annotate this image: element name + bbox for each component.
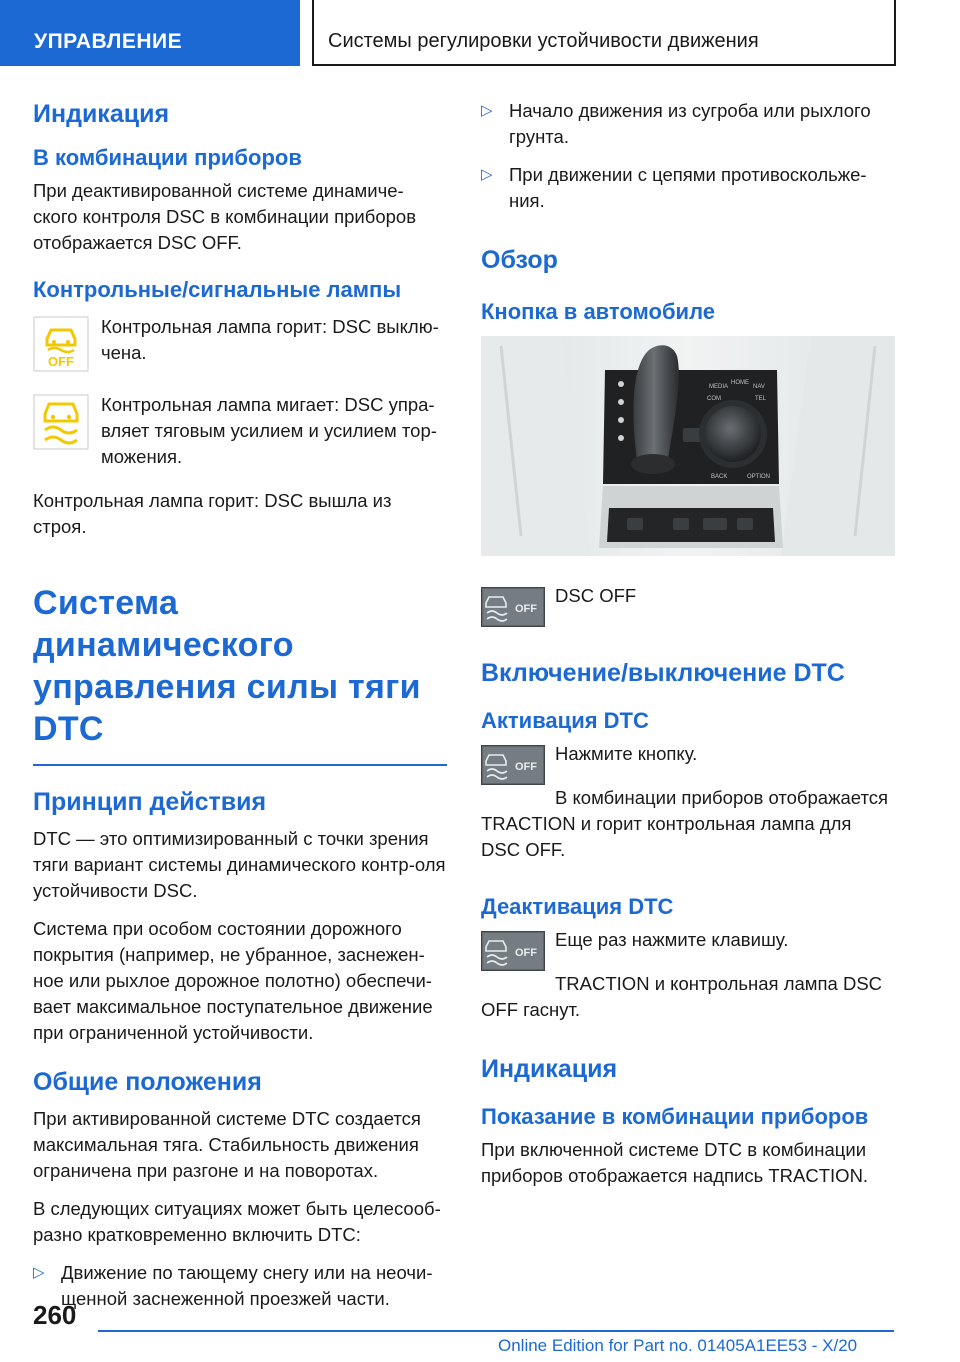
heading-indication: Индикация [33, 100, 170, 128]
bullet-item [481, 98, 895, 162]
dsc-off-label: DSC OFF [555, 585, 637, 606]
heading-overview: Обзор [481, 246, 558, 274]
svg-text:MEDIA: MEDIA [709, 384, 729, 390]
footer-rule [98, 1330, 894, 1332]
heading-display: Показание в комбинации приборов [481, 1104, 869, 1129]
svg-text:COM: COM [707, 396, 721, 402]
paragraph-fault: Контрольная лампа горит: DSC вышла из строя. [33, 490, 392, 537]
paragraph-cluster: При деактивированной системе динамиче-ского контроля DSC в комбинации приборов отображается DSC OFF. [33, 180, 417, 253]
svg-text:OFF: OFF [48, 354, 74, 369]
dsc-off-button-icon [481, 587, 545, 627]
dsc-off-lamp-icon [33, 316, 89, 372]
heading-dtc: Система динамического управления силы тяги DTC [33, 584, 421, 748]
paragraph-display: При включенной системе DTC в комбинации приборов отображается надпись TRACTION. [481, 1139, 869, 1186]
heading-rule [33, 764, 447, 766]
triangle-bullet-icon: ▷ [481, 102, 493, 119]
triangle-bullet-icon: ▷ [481, 166, 493, 183]
indicator-row-dsc [33, 392, 447, 478]
dsc-off-row [481, 583, 895, 627]
lamp1-text: Контрольная лампа горит: DSC выклю-чена. [101, 316, 439, 363]
activate-step2: В комбинации приборов отображается TRACTION и горит контрольная лампа для DSC OFF. [481, 787, 888, 860]
deactivate-row [481, 927, 895, 971]
svg-text:OFF: OFF [515, 761, 537, 773]
activate-step1: Нажмите кнопку. [555, 743, 698, 764]
page-number: 260 [33, 1300, 77, 1330]
svg-text:OPTION: OPTION [747, 474, 771, 480]
edition-note: Online Edition for Part no. 01405A1EE53 - X/20 [498, 1336, 858, 1355]
svg-text:OFF: OFF [515, 947, 537, 959]
svg-text:HOME: HOME [731, 380, 749, 386]
dsc-lamp-icon [33, 394, 89, 450]
heading-lamps: Контрольные/сигнальные лампы [33, 277, 402, 302]
heading-general: Общие положения [33, 1068, 262, 1096]
bullet-item [481, 162, 895, 226]
activate-row [481, 741, 895, 785]
svg-text:OFF: OFF [515, 603, 537, 615]
deactivate-step1: Еще раз нажмите клавишу. [555, 929, 789, 950]
section-tab: УПРАВЛЕНИЕ [0, 0, 300, 66]
heading-onoff: Включение/выключение DTC [481, 659, 845, 687]
heading-deactivate: Деактивация DTC [481, 894, 674, 919]
bullet-text: Начало движения из сугроба или рыхлого грунта. [509, 100, 871, 147]
heading-cluster: В комбинации приборов [33, 145, 302, 170]
triangle-bullet-icon: ▷ [33, 1264, 45, 1281]
left-column [33, 98, 447, 1324]
deactivate-step2: TRACTION и контрольная лампа DSC OFF гаснут. [481, 973, 883, 1020]
heading-principle: Принцип действия [33, 788, 267, 816]
svg-text:TEL: TEL [755, 396, 767, 402]
svg-text:NAV: NAV [753, 384, 765, 390]
center-console-photo [481, 336, 895, 556]
heading-indication2: Индикация [481, 1055, 618, 1083]
paragraph-principle1: DTC — это оптимизированный с точки зрения тяги вариант системы динамического контр-оля устойчивости DSC. [33, 828, 446, 901]
paragraph-general1: При активированной системе DTC создается максимальная тяга. Стабильность движения ограничена при разгоне и на поворотах. [33, 1108, 421, 1181]
indicator-row-off [33, 314, 447, 374]
bullet-item [33, 1260, 447, 1324]
lamp2-text: Контрольная лампа мигает: DSC упра-вляет тяговым усилием и усилием тор-можения. [101, 394, 437, 467]
right-column [481, 98, 895, 1201]
page-header [0, 0, 960, 66]
svg-text:BACK: BACK [711, 474, 728, 480]
bullet-text: При движении с цепями противоскольже-ния. [509, 164, 867, 211]
bullet-text: Движение по тающему снегу или на неочи-щенной заснеженной проезжей части. [61, 1262, 433, 1309]
dsc-off-button-icon [481, 931, 545, 971]
paragraph-general2: В следующих ситуациях может быть целесооб-разно кратковременно включить DTC: [33, 1198, 441, 1245]
dsc-off-button-icon [481, 745, 545, 785]
topic-title: Системы регулировки устойчивости движения [312, 0, 896, 66]
heading-activate: Активация DTC [481, 708, 649, 733]
paragraph-principle2: Система при особом состоянии дорожного покрытия (например, не убранное, заснежен-ное или рыхлое дорожное полотно) обеспечи-вает максимальное поступательное движение при ограниченной устойчивости. [33, 918, 433, 1043]
heading-button: Кнопка в автомобиле [481, 299, 715, 324]
